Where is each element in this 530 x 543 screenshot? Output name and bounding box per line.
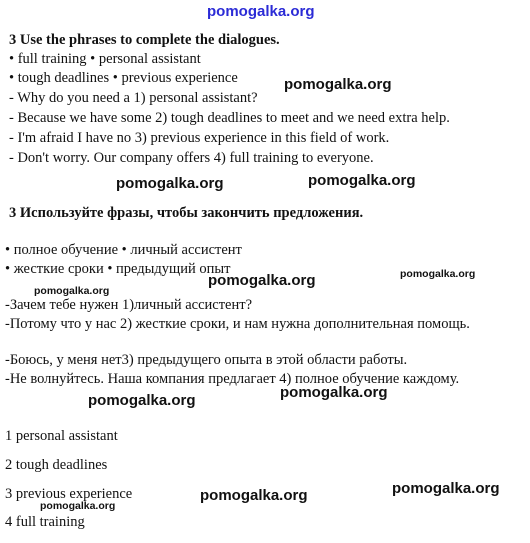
exercise-heading-en: 3 Use the phrases to complete the dialogues. <box>9 32 280 48</box>
watermark: pomogalka.org <box>308 172 416 189</box>
dialogue-line-en: - Because we have some 2) tough deadlines to meet and we need extra help. <box>9 110 450 126</box>
exercise-heading-ru: 3 Используйте фразы, чтобы закончить предложения. <box>9 205 364 221</box>
phrase-list-en: • full training • personal assistant <box>9 51 201 67</box>
watermark: pomogalka.org <box>40 500 116 512</box>
watermark: pomogalka.org <box>208 272 316 289</box>
dialogue-line-en: - Don't worry. Our company offers 4) full training to everyone. <box>9 150 374 166</box>
watermark-top: pomogalka.org <box>207 3 315 20</box>
watermark: pomogalka.org <box>116 175 224 192</box>
answer-item: 4 full training <box>5 514 85 530</box>
watermark: pomogalka.org <box>88 392 196 409</box>
phrase-list-ru: • жесткие сроки • предыдущий опыт <box>5 261 231 277</box>
watermark: pomogalka.org <box>400 268 476 280</box>
watermark: pomogalka.org <box>280 384 388 401</box>
dialogue-line-en: - Why do you need a 1) personal assistant? <box>9 90 258 106</box>
phrase-list-ru: • полное обучение • личный ассистент <box>5 242 242 258</box>
dialogue-line-ru: -Не волнуйтесь. Наша компания предлагает 4) полное обучение каждому. <box>5 371 460 387</box>
watermark: pomogalka.org <box>392 480 500 497</box>
dialogue-line-ru: -Боюсь, у меня нет3) предыдущего опыта в этой области работы. <box>5 352 408 368</box>
answer-item: 3 previous experience <box>5 486 133 502</box>
watermark: pomogalka.org <box>284 76 392 93</box>
answer-item: 2 tough deadlines <box>5 457 108 473</box>
phrase-list-en: • tough deadlines • previous experience <box>9 70 238 86</box>
dialogue-line-ru: -Потому что у нас 2) жесткие сроки, и нам нужна дополнительная помощь. <box>5 316 470 332</box>
dialogue-line-en: - I'm afraid I have no 3) previous experience in this field of work. <box>9 130 390 146</box>
watermark: pomogalka.org <box>200 487 308 504</box>
answer-item: 1 personal assistant <box>5 428 118 444</box>
dialogue-line-ru: -Зачем тебе нужен 1)личный ассистент? <box>5 297 253 313</box>
watermark: pomogalka.org <box>34 285 110 297</box>
